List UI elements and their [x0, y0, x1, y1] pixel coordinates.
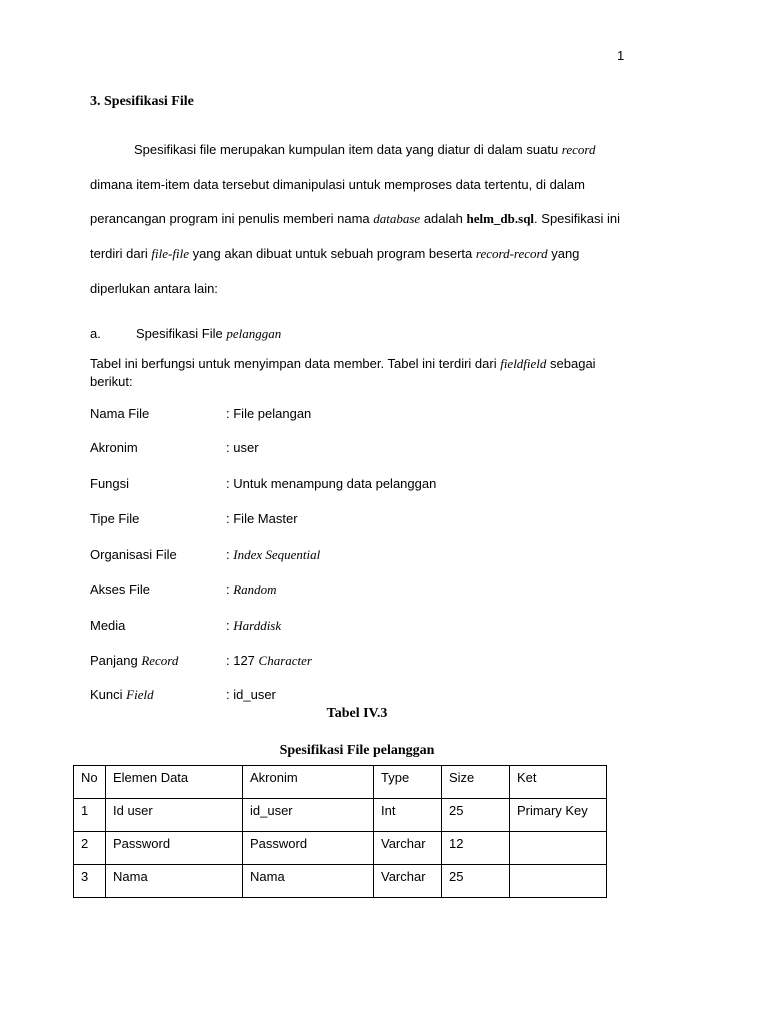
table-header-cell: Size	[442, 766, 510, 799]
paragraph-text: adalah	[420, 211, 467, 226]
table-header-cell: Akronim	[243, 766, 374, 799]
subsection-title	[90, 326, 281, 342]
property-key: Akses File	[90, 582, 150, 597]
paragraph-text: terdiri dari	[90, 246, 152, 261]
property-value: : user	[226, 440, 259, 455]
table-cell: 2	[74, 832, 106, 865]
table-cell: Varchar	[374, 832, 442, 865]
property-value: : 127 Character	[226, 653, 312, 668]
table-cell: Nama	[106, 865, 243, 898]
paragraph-line-3	[90, 211, 620, 227]
property-value: : Index Sequential	[226, 547, 321, 562]
property-key: Fungsi	[90, 476, 130, 491]
table-header-cell: Elemen Data	[106, 766, 243, 799]
table-cell: Id user	[106, 799, 243, 832]
page-number: 1	[617, 48, 625, 63]
table-cell: Int	[374, 799, 442, 832]
spec-table	[73, 765, 607, 898]
intro-text: sebagai	[546, 356, 596, 371]
table-cell: id_user	[243, 799, 374, 832]
table-cell: 25	[442, 799, 510, 832]
table-caption-number: Tabel IV.3	[326, 706, 388, 721]
table-row	[74, 799, 607, 832]
table-cell: Varchar	[374, 865, 442, 898]
paragraph-text: perancangan program ini penulis memberi nama	[90, 211, 374, 226]
property-key: Media	[90, 618, 126, 633]
table-cell: Password	[243, 832, 374, 865]
table-cell: Password	[106, 832, 243, 865]
table-cell: Nama	[243, 865, 374, 898]
table-row	[74, 832, 607, 865]
intro-text: Tabel ini berfungsi untuk menyimpan data member. Tabel ini terdiri dari	[90, 356, 501, 371]
property-key: Organisasi File	[90, 547, 177, 562]
paragraph-line-5: diperlukan antara lain:	[90, 281, 218, 296]
table-header-cell: Ket	[510, 766, 607, 799]
table-header-cell: Type	[374, 766, 442, 799]
subsection-italic: pelanggan	[226, 326, 282, 341]
table-cell	[510, 865, 607, 898]
database-name: helm_db.sql	[466, 211, 535, 226]
property-value: : Harddisk	[226, 618, 282, 633]
table-caption-title: Spesifikasi File pelanggan	[279, 743, 435, 758]
paragraph-italic-term: file-file	[151, 246, 189, 261]
property-value: : Random	[226, 582, 277, 597]
table-cell: 1	[74, 799, 106, 832]
table-cell: Primary Key	[510, 799, 607, 832]
property-value: : id_user	[226, 687, 276, 702]
paragraph-line-1	[134, 142, 596, 158]
table-row	[74, 865, 607, 898]
intro-line-2: berikut:	[90, 374, 133, 389]
paragraph-italic-term: record-record	[475, 246, 548, 261]
property-key: Akronim	[90, 440, 138, 455]
paragraph-text: yang	[547, 246, 580, 261]
intro-line-1	[90, 356, 596, 372]
paragraph-italic-term: database	[373, 211, 421, 226]
paragraph-line-2: dimana item-item data tersebut dimanipulasi untuk memproses data tertentu, di dalam	[90, 177, 585, 192]
table-cell: 25	[442, 865, 510, 898]
property-value: : Untuk menampung data pelanggan	[226, 476, 437, 491]
paragraph-line-4	[90, 246, 579, 262]
paragraph-italic-term: record	[561, 142, 596, 157]
table-header-cell: No	[74, 766, 106, 799]
property-value: : File pelangan	[226, 406, 312, 421]
section-title: 3. Spesifikasi File	[90, 94, 194, 109]
intro-italic: fieldfield	[500, 356, 547, 371]
property-key: Tipe File	[90, 511, 140, 526]
property-key: Kunci Field	[90, 687, 154, 702]
subsection-text: Spesifikasi File	[136, 326, 227, 341]
paragraph-text: Spesifikasi file merupakan kumpulan item data yang diatur di dalam suatu	[134, 142, 562, 157]
table-cell	[510, 832, 607, 865]
paragraph-text: yang akan dibuat untuk sebuah program beserta	[188, 246, 476, 261]
subsection-label: a.	[90, 326, 101, 341]
table-header-row	[74, 766, 607, 799]
property-value: : File Master	[226, 511, 298, 526]
table-cell: 12	[442, 832, 510, 865]
property-key: Panjang Record	[90, 653, 179, 668]
property-key: Nama File	[90, 406, 150, 421]
paragraph-text: . Spesifikasi ini	[534, 211, 621, 226]
table-cell: 3	[74, 865, 106, 898]
